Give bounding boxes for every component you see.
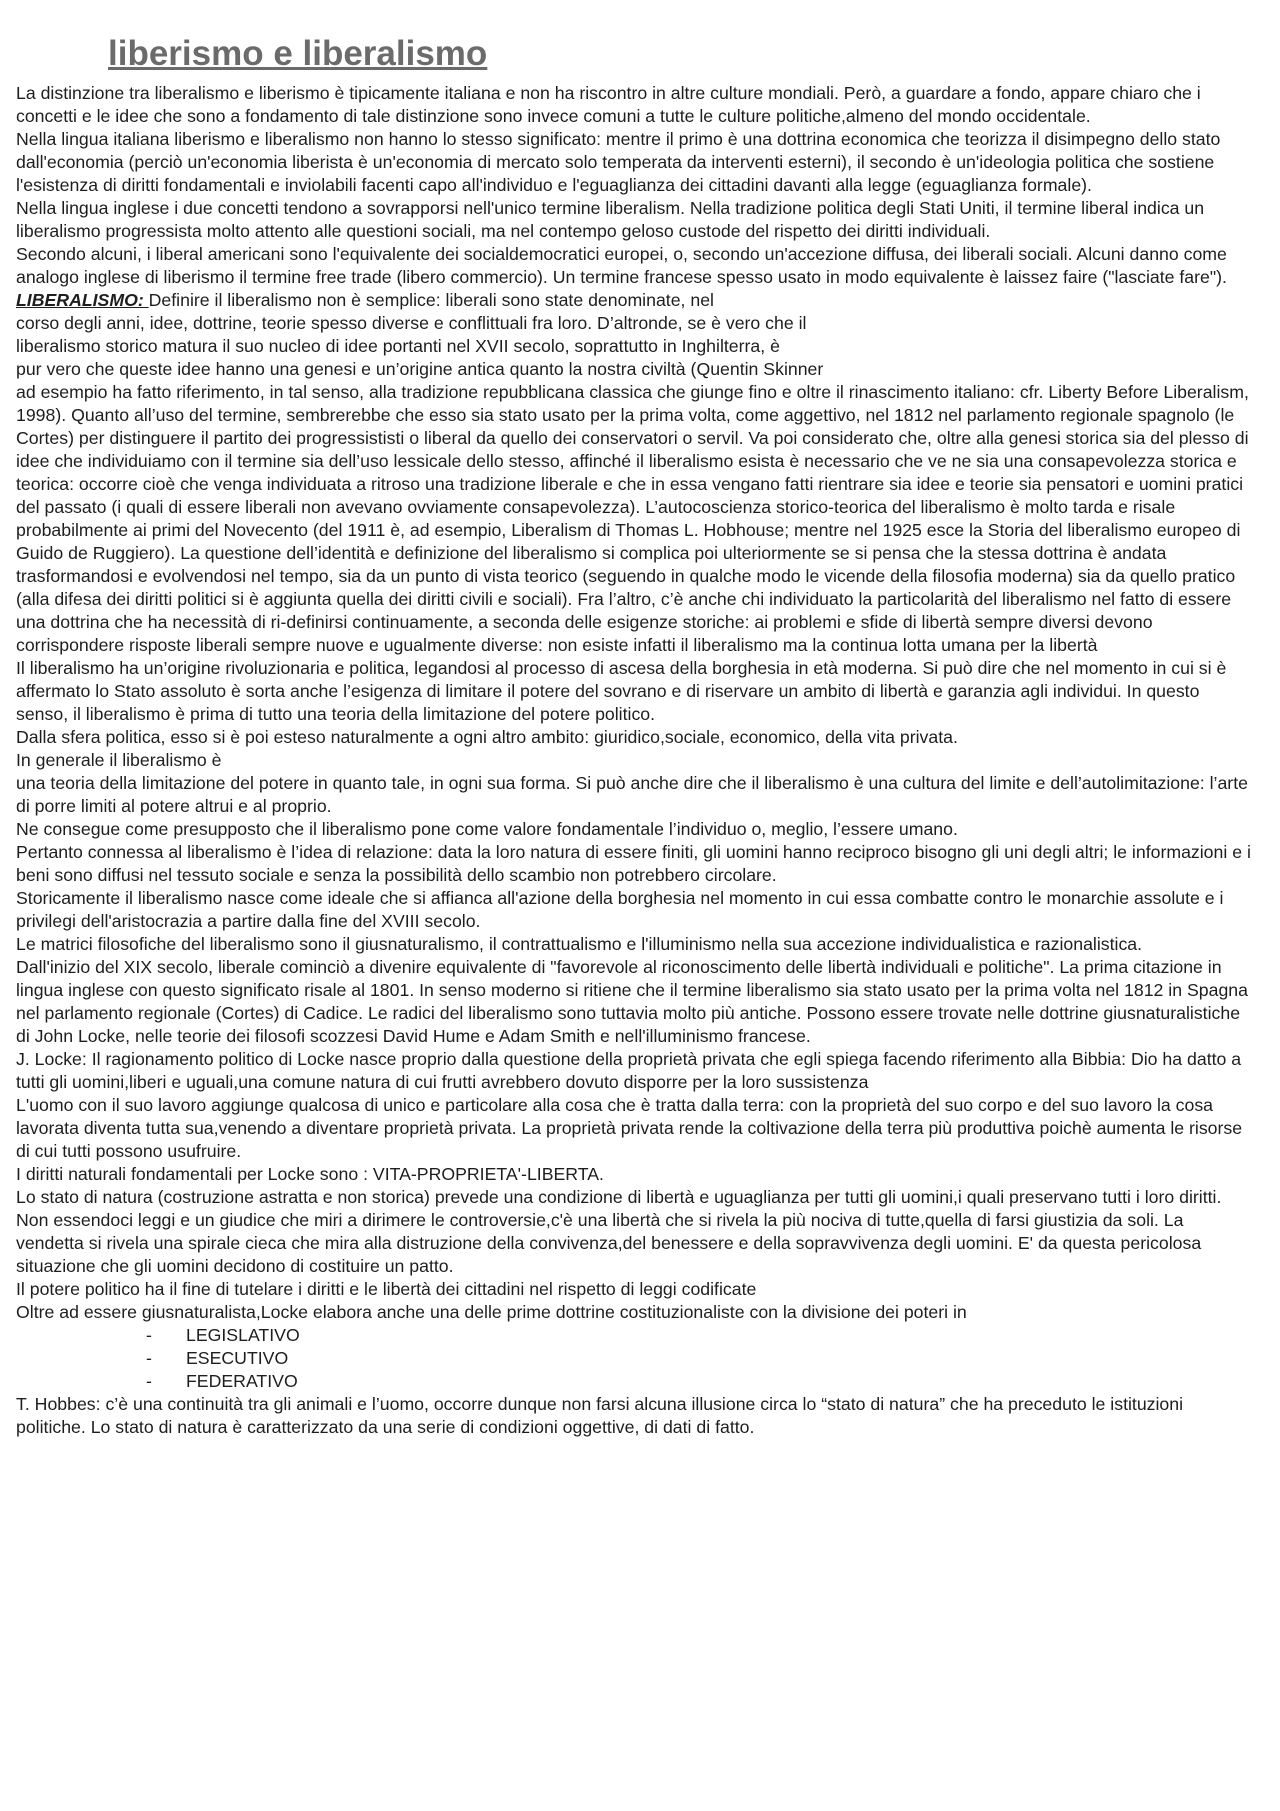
paragraph: Lo stato di natura (costruzione astratta e non storica) prevede una condizione di libertà e uguaglianza per tutti gli uomini,i quali preservano tutti i loro diritti. bbox=[16, 1187, 1222, 1207]
paragraph: I diritti naturali fondamentali per Locke sono : VITA-PROPRIETA'-LIBERTA. bbox=[16, 1164, 604, 1184]
list-item-label: ESECUTIVO bbox=[186, 1348, 289, 1368]
paragraph: L'uomo con il suo lavoro aggiunge qualcosa di unico e particolare alla cosa che è tratta dalla terra: con la proprietà del suo corpo e del suo lavoro la cosa lavorata diventa tutta sua,venendo a diventare proprietà privata. La proprietà privata rende la coltivazione della terra più produttiva poichè aumenta le risorse di cui tutti possono usufruire. bbox=[16, 1095, 1243, 1161]
paragraph: T. Hobbes: c’è una continuità tra gli animali e l’uomo, occorre dunque non farsi alcuna illusione circa lo “stato di natura” che ha preceduto le istituzioni politiche. Lo stato di natura è caratterizzato da una serie di condizioni oggettive, di dati di fatto. bbox=[16, 1394, 1184, 1437]
text-line: corso degli anni, idee, dottrine, teorie spesso diverse e conflittuali fra loro. D’altronde, se è vero che il bbox=[16, 313, 807, 333]
paragraph: Non essendoci leggi e un giudice che miri a dirimere le controversie,c'è una libertà che si rivela la più nociva di tutte,quella di farsi giustizia da soli. La vendetta si rivela una spirale cieca che mira alla distruzione della convivenza,del benessere e della sopravvivenza degli uomini. E' da questa pericolosa situazione che gli uomini decidono di costituire un patto. bbox=[16, 1210, 1202, 1276]
paragraph: La distinzione tra liberalismo e liberismo è tipicamente italiana e non ha riscontro in altre culture mondiali. Però, a guardare a fondo, appare chiaro che i concetti e le idee che sono a fondamento di tale distinzione sono invece comuni a tutte le culture politiche,almeno del mondo occidentale. bbox=[16, 83, 1201, 126]
paragraph: Il potere politico ha il fine di tutelare i diritti e le libertà dei cittadini nel rispetto di leggi codificate bbox=[16, 1279, 757, 1299]
paragraph: Le matrici filosofiche del liberalismo sono il giusnaturalismo, il contrattualismo e l'illuminismo nella sua accezione individualistica e razionalistica. bbox=[16, 934, 1143, 954]
paragraph: Il liberalismo ha un’origine rivoluzionaria e politica, legandosi al processo di ascesa della borghesia in età moderna. Si può dire che nel momento in cui si è affermato lo Stato assoluto è sorta anche l’esigenza di limitare il potere del sovrano e di riservare un ambito di libertà e garanzia agli individui. In questo senso, il liberalismo è prima di tutto una teoria della limitazione del potere politico. bbox=[16, 658, 1227, 724]
document-title: liberismo e liberalismo bbox=[108, 34, 488, 73]
paragraph: Storicamente il liberalismo nasce come ideale che si affianca all'azione della borghesia nel momento in cui essa combatte contro le monarchie assolute e i privilegi dell'aristocrazia a partire dalla fine del XVIII secolo. bbox=[16, 888, 1224, 931]
paragraph: In generale il liberalismo è bbox=[16, 750, 222, 770]
paragraph: Secondo alcuni, i liberal americani sono l'equivalente dei socialdemocratici europei, o, secondo un'accezione diffusa, dei liberali sociali. Alcuni danno come analogo inglese di liberismo il termine free trade (libero commercio). Un termine francese spesso usato in modo equivalente è laissez faire ("lasciate fare"). bbox=[16, 244, 1227, 287]
liberalismo-section bbox=[16, 289, 1252, 381]
paragraph: Dall'inizio del XIX secolo, liberale cominciò a divenire equivalente di "favorevole al riconoscimento delle libertà individuali e politiche". La prima citazione in lingua inglese con questo significato risale al 1801. In senso moderno si ritiene che il termine liberalismo sia stato usato per la prima volta nel 1812 in Spagna nel parlamento regionale (Cortes) di Cadice. Le radici del liberalismo sono tuttavia molto più antiche. Possono essere trovate nelle dottrine giusnaturalistiche di John Locke, nelle teorie dei filosofi scozzesi David Hume e Adam Smith e nell'illuminismo francese. bbox=[16, 957, 1248, 1046]
document-body bbox=[16, 82, 1252, 1439]
liberalismo-first-line bbox=[16, 289, 1252, 312]
list-item bbox=[16, 1347, 1252, 1370]
list-item-label: FEDERATIVO bbox=[186, 1371, 298, 1391]
list-bullet: - bbox=[146, 1371, 152, 1391]
text-line: pur vero che queste idee hanno una genesi e un’origine antica quanto la nostra civiltà (Quentin Skinner bbox=[16, 359, 824, 379]
list-bullet: - bbox=[146, 1348, 152, 1368]
paragraph: Oltre ad essere giusnaturalista,Locke elabora anche una delle prime dottrine costituzionaliste con la divisione dei poteri in bbox=[16, 1302, 967, 1322]
paragraph: Nella lingua inglese i due concetti tendono a sovrapporsi nell'unico termine liberalism. Nella tradizione politica degli Stati Uniti, il termine liberal indica un liberalismo progressista molto attento alle questioni sociali, ma nel contempo geloso custode del rispetto dei diritti individuali. bbox=[16, 198, 1205, 241]
list-bullet: - bbox=[146, 1325, 152, 1345]
powers-list bbox=[16, 1324, 1252, 1393]
paragraph: Dalla sfera politica, esso si è poi esteso naturalmente a ogni altro ambito: giuridico,sociale, economico, della vita privata. bbox=[16, 727, 958, 747]
text-line: liberalismo storico matura il suo nucleo di idee portanti nel XVII secolo, soprattutto in Inghilterra, è bbox=[16, 336, 780, 356]
list-item bbox=[16, 1324, 1252, 1347]
text-line: Definire il liberalismo non è semplice: liberali sono state denominate, nel bbox=[148, 290, 714, 310]
list-item-label: LEGISLATIVO bbox=[186, 1325, 300, 1345]
paragraph: una teoria della limitazione del potere in quanto tale, in ogni sua forma. Si può anche dire che il liberalismo è una cultura del limite e dell’autolimitazione: l’arte di porre limiti al potere altrui e al proprio. bbox=[16, 773, 1248, 816]
paragraph: ad esempio ha fatto riferimento, in tal senso, alla tradizione repubblicana classica che giunge fino e oltre il rinascimento italiano: cfr. Liberty Before Liberalism, 1998). Quanto all’uso del termine, sembrerebbe che esso sia stato usato per la prima volta, come aggettivo, nel 1812 nel parlamento regionale spagnolo (le Cortes) per distinguere il partito dei progressististi o liberal da quello dei conservatori o servil. Va poi considerato che, oltre alla genesi storica sia del plesso di idee che individuiamo con il termine sia dell’uso lessicale dello stesso, affinché il liberalismo esista è necessario che ve ne sia una consapevolezza storica e teorica: occorre cioè che venga individuata a ritroso una tradizione liberale e che in essa vengano fatti rientrare sia idee e teorie sia pensatori e uomini pratici del passato (i quali di essere liberali non avevano ovviamente consapevolezza). L’autocoscienza storico-teorica del liberalismo è molto tarda e risale probabilmente ai primi del Novecento (del 1911 è, ad esempio, Liberalism di Thomas L. Hobhouse; mentre nel 1925 esce la Storia del liberalismo europeo di Guido de Ruggiero). La questione dell’identità e definizione del liberalismo si complica poi ulteriormente se si pensa che la stessa dottrina è andata trasformandosi e evolvendosi nel tempo, sia da un punto di vista teorico (seguendo in qualche modo le vicende della filosofia moderna) sia da quello pratico (alla difesa dei diritti politici si è aggiunta quella dei diritti civili e sociali). Fra l’altro, c’è anche chi individuato la particolarità del liberalismo nel fatto di essere una dottrina che ha necessità di ri-definirsi continuamente, a seconda delle esigenze storiche: ai problemi e sfide di libertà sempre diversi devono corrispondere risposte liberali sempre nuove e ugualmente diverse: non esiste infatti il liberalismo ma la continua lotta umana per la libertà bbox=[16, 382, 1249, 655]
paragraph: Ne consegue come presupposto che il liberalismo pone come valore fondamentale l’individuo o, meglio, l’essere umano. bbox=[16, 819, 958, 839]
paragraph: J. Locke: Il ragionamento politico di Locke nasce proprio dalla questione della proprietà privata che egli spiega facendo riferimento alla Bibbia: Dio ha datto a tutti gli uomini,liberi e uguali,una comune natura di cui frutti avrebbero dovuto disporre per la loro sussistenza bbox=[16, 1049, 1242, 1092]
paragraph: Nella lingua italiana liberismo e liberalismo non hanno lo stesso significato: mentre il primo è una dottrina economica che teorizza il disimpegno dello stato dall'economia (perciò un'economia liberista è un'economia di mercato solo temperata da interventi esterni), il secondo è un'ideologia politica che sostiene l'esistenza di diritti fondamentali e inviolabili facenti capo all'individuo e l'eguaglianza dei cittadini davanti alla legge (eguaglianza formale). bbox=[16, 129, 1221, 195]
list-item bbox=[16, 1370, 1252, 1393]
liberalismo-heading: LIBERALISMO: bbox=[16, 290, 149, 310]
paragraph: Pertanto connessa al liberalismo è l’idea di relazione: data la loro natura di essere finiti, gli uomini hanno reciproco bisogno gli uni degli altri; le informazioni e i beni sono diffusi nel tessuto sociale e senza la possibilità dello scambio non potrebbero circolare. bbox=[16, 842, 1251, 885]
